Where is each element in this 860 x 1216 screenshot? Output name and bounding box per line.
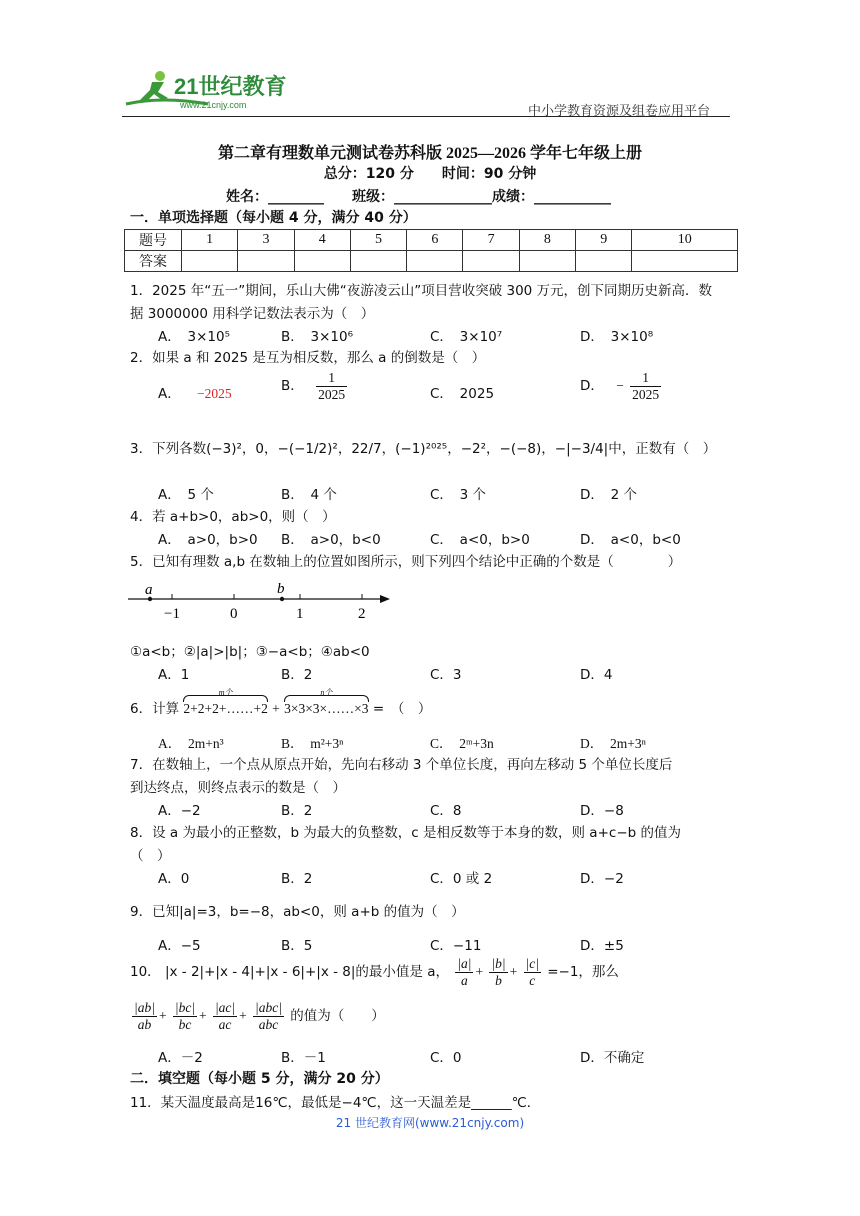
- platform-name: 中小学教育资源及组卷应用平台: [528, 104, 711, 119]
- table-cell: 答案: [125, 251, 182, 272]
- q7-option-a: A．−2: [158, 803, 201, 819]
- q6-text: 6．计算 m个 2+2+2+……+2 + n个 3×3×3×……×3 = （ ）: [130, 688, 432, 717]
- q3-option-d: D． 2 个: [580, 487, 638, 503]
- answer-cell[interactable]: [350, 251, 406, 272]
- table-cell: 3: [238, 230, 294, 251]
- fraction: $\frac{|b|}{b}$: [491, 956, 506, 988]
- q6-suffix: = （ ）: [372, 701, 432, 717]
- q10-line1: 10． |x - 2|+|x - 4|+|x - 6|+|x - 8|的最小值是 a， $\frac{|a|}{a}$ + $\frac{|b|}{b}$ + $\frac{|c|}{c}$ =−1，那么: [130, 956, 619, 988]
- q8-text-line2: （ ）: [130, 848, 171, 864]
- point-b: [280, 597, 284, 601]
- table-cell: 7: [463, 230, 519, 251]
- q7-option-c: C．8: [430, 803, 462, 819]
- fraction: $\frac{|a|}{a}$: [457, 956, 472, 988]
- q3-option-a: A． 5 个: [158, 487, 214, 503]
- logo-graphic: [122, 68, 292, 114]
- minus-sign: −: [616, 378, 624, 394]
- q6-brace-label: n个: [320, 688, 333, 697]
- fraction: $\frac{|c|}{c}$: [525, 956, 539, 988]
- table-row: [125, 251, 738, 272]
- q10-option-b: B．－1: [281, 1050, 326, 1066]
- table-cell: 4: [294, 230, 350, 251]
- q10-prefix: 10． |x - 2|+|x - 4|+|x - 6|+|x - 8|的最小值是 a，: [130, 964, 449, 981]
- q2-text: 2．如果 a 和 2025 是互为相反数，那么 a 的倒数是（ ）: [130, 350, 486, 366]
- answer-cell[interactable]: [407, 251, 463, 272]
- table-row: [125, 230, 738, 251]
- q9-option-a: A．−5: [158, 938, 201, 954]
- table-cell: 8: [519, 230, 575, 251]
- page-title: 第二章有理数单元测试卷苏科版 2025—2026 学年七年级上册: [217, 145, 642, 162]
- q2-option-d: [580, 370, 663, 402]
- axis-label: −1: [164, 606, 180, 622]
- numerator: 1: [630, 370, 661, 387]
- table-cell: 10: [632, 230, 738, 251]
- answer-table: [124, 229, 738, 272]
- q4-text: 4．若 a+b>0，ab>0，则（ ）: [130, 509, 336, 525]
- point-b-label: b: [277, 581, 285, 597]
- fraction: $\frac{|ab|}{ab}$: [134, 1000, 155, 1032]
- option-label: B．: [281, 378, 304, 395]
- q10-line2: $\frac{|ab|}{ab}$ + $\frac{|bc|}{bc}$ + $\frac{|ac|}{ac}$ + $\frac{\text{|abc|}}{\text{abc}}$ 的值为（ ）: [134, 1000, 385, 1032]
- q7-text-line1: 7．在数轴上，一个点从原点开始，先向右移动 3 个单位长度，再向左移动 5 个单位长度后: [130, 757, 673, 773]
- q1-option-a: A． 3×10⁵: [158, 329, 230, 345]
- fraction: [316, 370, 347, 402]
- q2-option-a-value: −2025: [197, 386, 232, 401]
- answer-cell[interactable]: [519, 251, 575, 272]
- number-line-diagram: [128, 580, 392, 622]
- q6-brace-label: m个: [218, 688, 233, 697]
- q8-option-a: A．0: [158, 871, 190, 887]
- answer-cell[interactable]: [632, 251, 738, 272]
- q8-option-d: D．−2: [580, 871, 624, 887]
- axis-label: 0: [230, 606, 238, 622]
- q9-option-b: B．5: [281, 938, 313, 954]
- answer-cell[interactable]: [294, 251, 350, 272]
- q7-option-d: D．−8: [580, 803, 624, 819]
- q5-option-a: A．1: [158, 667, 190, 683]
- q5-option-b: B．2: [281, 667, 313, 683]
- q6-option-b: B． m²+3ⁿ: [281, 736, 344, 751]
- option-label: A．: [158, 386, 181, 402]
- q3-text: 3．下列各数(−3)²，0，−(−1/2)²，22/7，(−1)²⁰²⁵，−2²，−(−8)，−|−3/4|中，正数有（ ）: [130, 441, 717, 457]
- point-a-label: a: [145, 582, 153, 598]
- q6-part2: 3×3×3×……×3: [284, 701, 369, 716]
- q3-option-c: C． 3 个: [430, 487, 487, 503]
- arrow-icon: [380, 595, 390, 603]
- denominator: 2025: [318, 386, 346, 402]
- q1-text-line1: 1．2025 年“五一”期间，乐山大佛“夜游凌云山”项目营收突破 300 万元，创下同期历史新高．数: [130, 283, 713, 299]
- answer-cell[interactable]: [576, 251, 632, 272]
- q11-text: 11．某天温度最高是16℃，最低是−4℃，这一天温差是______℃．: [130, 1095, 541, 1111]
- header-divider: [122, 116, 730, 117]
- fraction: [630, 370, 661, 402]
- q10-option-d: D．不确定: [580, 1050, 645, 1066]
- q6-option-a: A． 2m+n³: [158, 736, 224, 751]
- section-2-heading: 二．填空题（每小题 5 分，满分 20 分）: [130, 1071, 389, 1087]
- q6-sum: [183, 688, 268, 717]
- logo: [122, 68, 292, 114]
- q4-option-c: C． a<0，b>0: [430, 532, 530, 548]
- q6-prefix: 6．计算: [130, 701, 180, 717]
- answer-cell[interactable]: [463, 251, 519, 272]
- denominator: 2025: [632, 386, 660, 402]
- table-cell: 5: [350, 230, 406, 251]
- q7-text-line2: 到达终点，则终点表示的数是（ ）: [130, 780, 346, 796]
- table-cell: 6: [407, 230, 463, 251]
- q6-option-d: D． 2m+3ⁿ: [580, 736, 646, 751]
- q6-part1: 2+2+2+……+2: [183, 701, 268, 716]
- fraction: $\frac{\text{|abc|}}{\text{abc}}$: [255, 1000, 282, 1032]
- q4-option-d: D． a<0，b<0: [580, 532, 681, 548]
- table-cell: 9: [576, 230, 632, 251]
- q9-option-c: C．−11: [430, 938, 482, 954]
- student-fields: 姓名：________ 班级：______________成绩：___________: [226, 189, 611, 205]
- logo-url: www.21cnjy.com: [180, 100, 247, 110]
- q5-option-c: C．3: [430, 667, 462, 683]
- q6-option-c: C． 2ᵐ+3n: [430, 736, 494, 751]
- answer-cell[interactable]: [238, 251, 294, 272]
- q1-option-d: D． 3×10⁸: [580, 329, 654, 345]
- exam-info: 总分：120 分 时间：90 分钟: [323, 166, 537, 182]
- q1-text-line2: 据 3000000 用科学记数法表示为（ ）: [130, 306, 375, 322]
- q3-option-b: B． 4 个: [281, 487, 337, 503]
- q2-option-a: [158, 382, 232, 402]
- q4-option-a: A． a>0，b>0: [158, 532, 258, 548]
- q8-option-c: C．0 或 2: [430, 871, 493, 887]
- logo-text: 21世纪教育: [174, 74, 287, 99]
- q2-option-b: [281, 370, 349, 402]
- footer-link[interactable]: 21 世纪教育网(www.21cnjy.com): [335, 1116, 525, 1130]
- q1-option-c: C． 3×10⁷: [430, 329, 503, 345]
- table-cell: 题号: [125, 230, 182, 251]
- fraction: $\frac{|ac|}{ac}$: [214, 1000, 236, 1032]
- brace-icon: [284, 695, 368, 702]
- q9-text: 9．已知|a|=3，b=−8，ab<0，则 a+b 的值为（ ）: [130, 904, 465, 920]
- numerator: 1: [316, 370, 347, 387]
- fraction: $\frac{|bc|}{bc}$: [174, 1000, 196, 1032]
- q5-text: 5．已知有理数 a,b 在数轴上的位置如图所示，则下列四个结论中正确的个数是（ ）: [130, 554, 682, 570]
- q7-option-b: B．2: [281, 803, 313, 819]
- q2-option-c: C． 2025: [430, 386, 495, 402]
- q10-option-c: C．0: [430, 1050, 462, 1066]
- q5-option-d: D．4: [580, 667, 613, 683]
- axis-label: 2: [358, 606, 366, 622]
- q10-line2-suffix: 的值为（ ）: [290, 1008, 385, 1025]
- brace-icon: [183, 695, 267, 702]
- option-label: D．: [580, 378, 604, 395]
- answer-cell[interactable]: [182, 251, 238, 272]
- axis-label: 1: [296, 606, 304, 622]
- q5-statements: ①a<b；②|a|>|b|；③−a<b；④ab<0: [130, 644, 370, 660]
- section-1-heading: 一．单项选择题（每小题 4 分，满分 40 分）: [130, 210, 417, 226]
- q8-text-line1: 8．设 a 为最小的正整数，b 为最大的负整数，c 是相反数等于本身的数，则 a+c−b 的值为: [130, 825, 681, 841]
- q4-option-b: B． a>0，b<0: [281, 532, 381, 548]
- q6-product: [284, 688, 369, 717]
- q9-option-d: D．±5: [580, 938, 624, 954]
- q1-option-b: B． 3×10⁶: [281, 329, 354, 345]
- q8-option-b: B．2: [281, 871, 313, 887]
- q10-suffix: =−1，那么: [547, 964, 619, 981]
- q10-option-a: A．－2: [158, 1050, 203, 1066]
- table-cell: 1: [182, 230, 238, 251]
